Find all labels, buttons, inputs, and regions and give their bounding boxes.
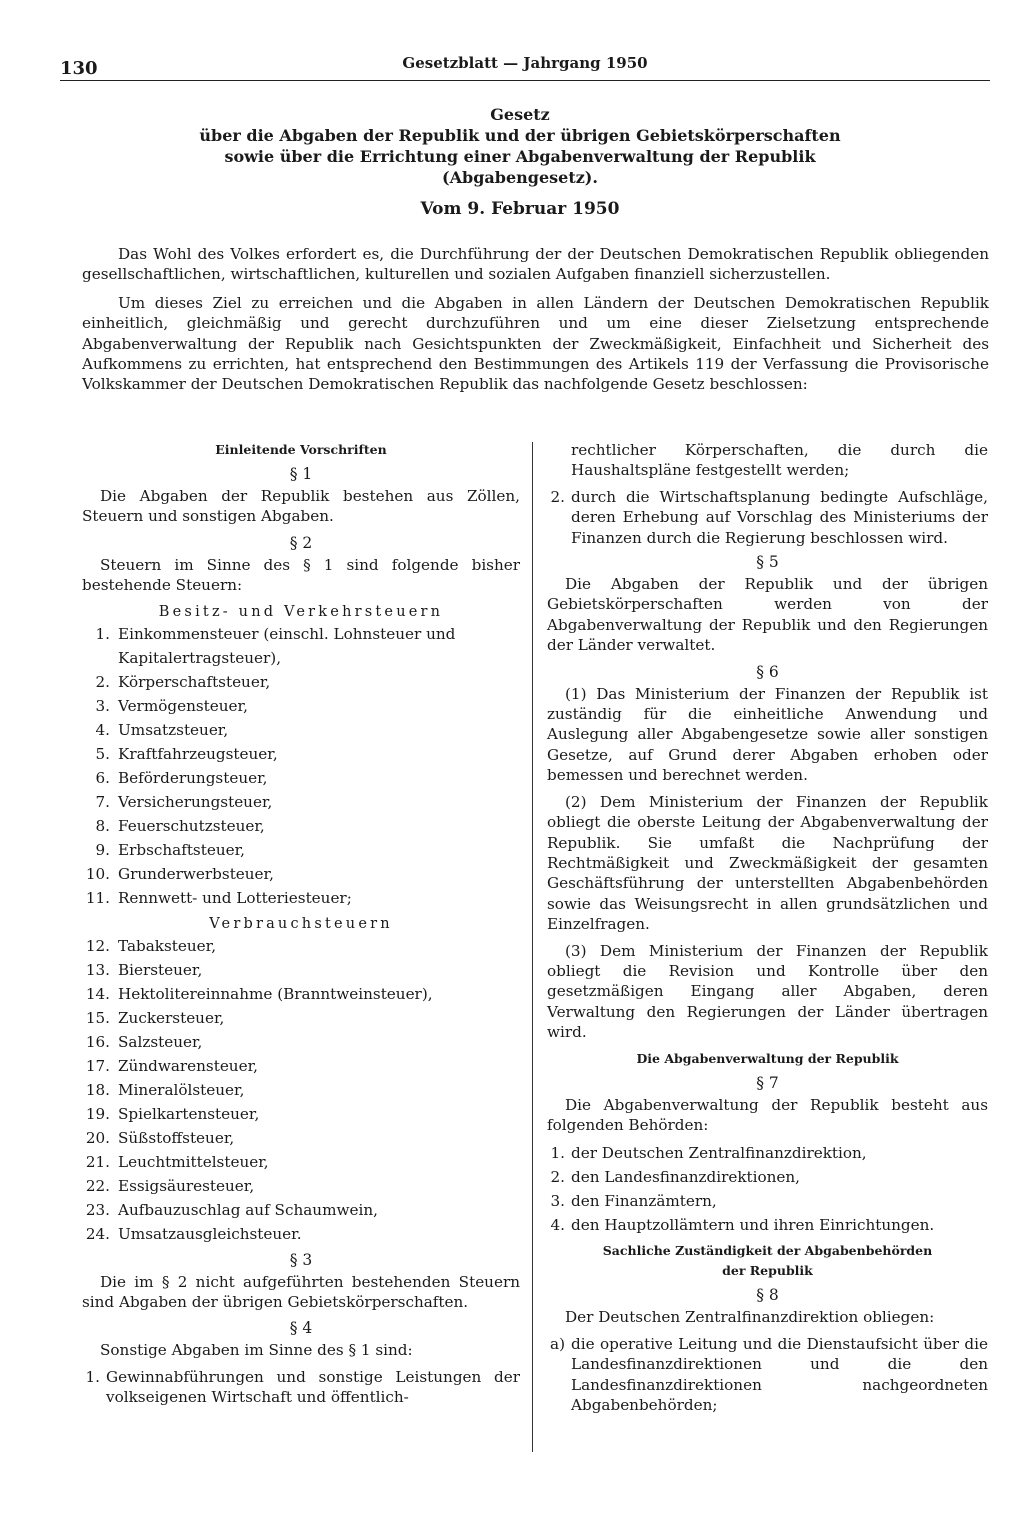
list-item [82, 1126, 520, 1150]
list-item [82, 790, 520, 814]
paragraph-label: § 7 [756, 1073, 779, 1092]
item-text: der Deutschen Zentralfinanzdirektion, [571, 1144, 867, 1163]
item-text: Umsatzsteuer, [118, 720, 229, 739]
preamble-paragraph-1: Das Wohl des Volkes erfordert es, die Durchführung der der Deutschen Demokratischen Republik obliegenden gesellschaftlichen, wirtschaftlichen, kulturellen und sozialen Aufgaben finanziell sicherzustellen. [82, 245, 989, 284]
list-item [547, 1189, 988, 1213]
preamble-paragraph-2: Um dieses Ziel zu erreichen und die Abgaben in allen Ländern der Deutschen Demokratischen Republik einheitlich, gleichmäßig und gerecht durchzuführen und um eine dieser Zielsetzung entsprechende Abgabenverwaltung der Republik nach Gesichtspunkten der Zweckmäßigkeit, Einfachheit und Sicherheit des Aufkommens zu errichten, hat entsprechend den Bestimmungen des Artikels 119 der Verfassung die Provisorische Volkskammer der Deutschen Demokratischen Republik das nachfolgende Gesetz beschlossen: [82, 293, 989, 394]
paragraph-text: Die Abgaben der Republik und der übrigen Gebietskörperschaften werden von der Abgabenverwaltung der Republik und den Regierungen der Länder verwaltet. [547, 575, 988, 655]
tax-group-heading: Verbrauchsteuern [209, 915, 393, 932]
item-number: 21. [85, 1152, 110, 1171]
item-letter: a) [550, 1334, 565, 1353]
item-number: 2. [95, 672, 110, 691]
list-item [547, 1165, 988, 1189]
paragraph-text: Die Abgabenverwaltung der Republik besteht aus folgenden Behörden: [547, 1095, 988, 1134]
list-item [82, 814, 520, 838]
item-number: 7. [95, 792, 110, 811]
item-text: den Finanzämtern, [571, 1192, 717, 1211]
item-text: Zündwarensteuer, [118, 1056, 258, 1075]
item-number: 3. [95, 696, 110, 715]
list-item [82, 934, 520, 958]
title-line-1: Gesetz [490, 105, 550, 124]
paragraph-text: Der Deutschen Zentralfinanzdirektion obliegen: [565, 1308, 935, 1327]
paragraph-text: Sonstige Abgaben im Sinne des § 1 sind: [100, 1341, 413, 1360]
list-item [547, 1141, 988, 1165]
item-text: Biersteuer, [118, 960, 203, 979]
item-number: 2. [550, 487, 565, 506]
section-heading: Sachliche Zuständigkeit der Abgabenbehörden [602, 1243, 933, 1259]
item-number: 4. [95, 720, 110, 739]
item-number: 2. [550, 1168, 565, 1187]
list-item [82, 982, 520, 1006]
item-text: Aufbauzuschlag auf Schaumwein, [118, 1200, 378, 1219]
paragraph-label: § 2 [289, 533, 313, 552]
title-line-4: (Abgabengesetz). [442, 168, 598, 187]
running-head: Gesetzblatt — Jahrgang 1950 [402, 54, 648, 72]
item-number: 1. [550, 1144, 565, 1163]
paragraph-label: § 8 [756, 1286, 779, 1305]
item-text: Mineralölsteuer, [118, 1080, 245, 1099]
paragraph-text: (3) Dem Ministerium der Finanzen der Republik obliegt die Revision und Kontrolle über den gesetzmäßigen Eingang aller Abgaben, deren Verwaltung den Regierungen der Länder übertragen wird. [547, 941, 988, 1042]
item-text: die operative Leitung und die Dienstaufsicht über die Landesfinanzdirektionen und die den Landesfinanzdirektionen nachgeordneten Abgabenbehörden; [571, 1334, 988, 1414]
page-number: 130 [60, 58, 98, 79]
paragraph-text: (2) Dem Ministerium der Finanzen der Republik obliegt die oberste Leitung der Abgabenverwaltung der Republik. Sie umfaßt die Nachprüfung der Rechtmäßigkeit und Zweckmäßigkeit der gesamten Geschäftsführung der unterstellten Abgabenbehörden sowie das Weisungsrecht in allen grundsätzlichen und Einzelfragen. [547, 792, 988, 934]
paragraph-label: § 5 [756, 553, 779, 572]
item-text: Spielkartensteuer, [118, 1104, 260, 1123]
item-text: Feuerschutzsteuer, [118, 816, 265, 835]
list-item [82, 1150, 520, 1174]
item-number: 18. [85, 1080, 110, 1099]
item-number: 20. [85, 1128, 110, 1147]
item-text: Tabaksteuer, [118, 936, 217, 955]
list-item [547, 487, 988, 548]
paragraph-label: § 4 [289, 1319, 313, 1338]
item-number: 16. [85, 1032, 110, 1051]
item-text: Gewinnabführungen und sonstige Leistungen der volkseigenen Wirtschaft und öffentlich- [106, 1367, 520, 1407]
item-number: 3. [550, 1192, 565, 1211]
list-item [82, 838, 520, 862]
levy-list [547, 487, 988, 548]
item-text: Kraftfahrzeugsteuer, [118, 744, 278, 763]
left-column [82, 440, 520, 1412]
item-number: 13. [85, 960, 110, 979]
right-column [547, 440, 988, 1419]
item-text: Versicherungsteuer, [118, 792, 273, 811]
item-number: 14. [85, 984, 110, 1003]
list-item [82, 1198, 520, 1222]
list-item [82, 1054, 520, 1078]
list-item [82, 694, 520, 718]
item-text: Vermögensteuer, [118, 696, 248, 715]
list-item [547, 1213, 988, 1237]
item-number: 4. [550, 1216, 565, 1235]
authority-list [547, 1141, 988, 1237]
title-line-3: sowie über die Errichtung einer Abgabenverwaltung der Republik [224, 147, 816, 166]
title-line-2: über die Abgaben der Republik und der übrigen Gebietskörperschaften [199, 126, 841, 145]
list-item [82, 622, 520, 670]
item-number: 11. [85, 888, 110, 907]
list-item [82, 1222, 520, 1246]
tax-group-heading: Besitz- und Verkehrsteuern [158, 603, 444, 620]
item-text: Zuckersteuer, [118, 1008, 225, 1027]
item-text: Salzsteuer, [118, 1032, 203, 1051]
item-text: Essigsäuresteuer, [118, 1176, 255, 1195]
page-header [60, 52, 990, 82]
paragraph-text: Die im § 2 nicht aufgeführten bestehenden Steuern sind Abgaben der übrigen Gebietskörperschaften. [82, 1272, 520, 1312]
preamble [82, 244, 989, 403]
item-text: Süßstoffsteuer, [118, 1128, 235, 1147]
item-text: den Hauptzollämtern und ihren Einrichtungen. [571, 1216, 935, 1235]
list-item [82, 1174, 520, 1198]
item-text: Umsatzausgleichsteuer. [118, 1224, 302, 1243]
list-item [82, 1078, 520, 1102]
list-item [82, 718, 520, 742]
list-item [82, 886, 520, 910]
item-number: 15. [85, 1008, 110, 1027]
list-item [82, 766, 520, 790]
item-text: Beförderungsteuer, [118, 768, 268, 787]
law-date: Vom 9. Februar 1950 [420, 199, 620, 219]
header-rule [60, 80, 990, 81]
list-item [82, 958, 520, 982]
item-text: durch die Wirtschaftsplanung bedingte Aufschläge, deren Erhebung auf Vorschlag des Ministeriums der Finanzen durch die Regierung beschlossen wird. [571, 487, 988, 547]
item-text: Körperschaftsteuer, [118, 672, 271, 691]
section-heading: Die Abgabenverwaltung der Republik [636, 1050, 899, 1066]
item-text: den Landesfinanzdirektionen, [571, 1168, 801, 1187]
item-number: 22. [85, 1176, 110, 1195]
levy-list [82, 1367, 520, 1408]
tax-list [82, 622, 520, 910]
list-item [82, 1102, 520, 1126]
item-number: 12. [85, 936, 110, 955]
section-heading-line-2: der Republik [722, 1263, 813, 1279]
list-item-continuation: rechtlicher Körperschaften, die durch die Haushaltspläne festgestellt werden; [571, 441, 988, 480]
item-number: 1. [95, 624, 110, 643]
tax-list [82, 934, 520, 1246]
list-item [82, 862, 520, 886]
item-text: Leuchtmittelsteuer, [118, 1152, 269, 1171]
item-number: 5. [95, 744, 110, 763]
paragraph-text: Die Abgaben der Republik bestehen aus Zöllen, Steuern und sonstigen Abgaben. [82, 487, 520, 526]
list-item [82, 670, 520, 694]
list-item [547, 1334, 988, 1416]
item-number: 24. [85, 1224, 110, 1243]
paragraph-label: § 3 [289, 1250, 313, 1269]
item-number: 23. [85, 1200, 110, 1219]
item-text: Grunderwerbsteuer, [118, 864, 274, 883]
duty-list [547, 1334, 988, 1416]
list-item [82, 742, 520, 766]
item-number: 9. [95, 840, 110, 859]
list-item [82, 1030, 520, 1054]
paragraph-text: Steuern im Sinne des § 1 sind folgende bisher bestehende Steuern: [82, 555, 520, 595]
item-number: 17. [85, 1056, 110, 1075]
list-item [82, 1367, 520, 1408]
paragraph-text: (1) Das Ministerium der Finanzen der Republik ist zuständig für die einheitliche Anwendung und Auslegung aller Abgabengesetze sowie aller sonstigen Gesetze, auf Grund derer Abgaben erhoben oder bemessen und berechnet werden. [547, 684, 988, 785]
list-item [82, 1006, 520, 1030]
column-divider [532, 442, 533, 1452]
item-number: 10. [85, 864, 110, 883]
item-number: 8. [95, 816, 110, 835]
item-number: 6. [95, 768, 110, 787]
paragraph-label: § 1 [289, 465, 313, 483]
item-number: 19. [85, 1104, 110, 1123]
item-text: Hektolitereinnahme (Branntweinsteuer), [118, 984, 433, 1003]
item-text: Einkommensteuer (einschl. Lohnsteuer und Kapitalertragsteuer), [118, 624, 456, 667]
item-text: Erbschaftsteuer, [118, 840, 246, 859]
item-text: Rennwett- und Lotteriesteuer; [118, 888, 352, 907]
item-number: 1. [85, 1367, 100, 1386]
section-heading: Einleitende Vorschriften [215, 442, 387, 457]
law-title [80, 104, 960, 220]
paragraph-label: § 6 [756, 662, 779, 681]
